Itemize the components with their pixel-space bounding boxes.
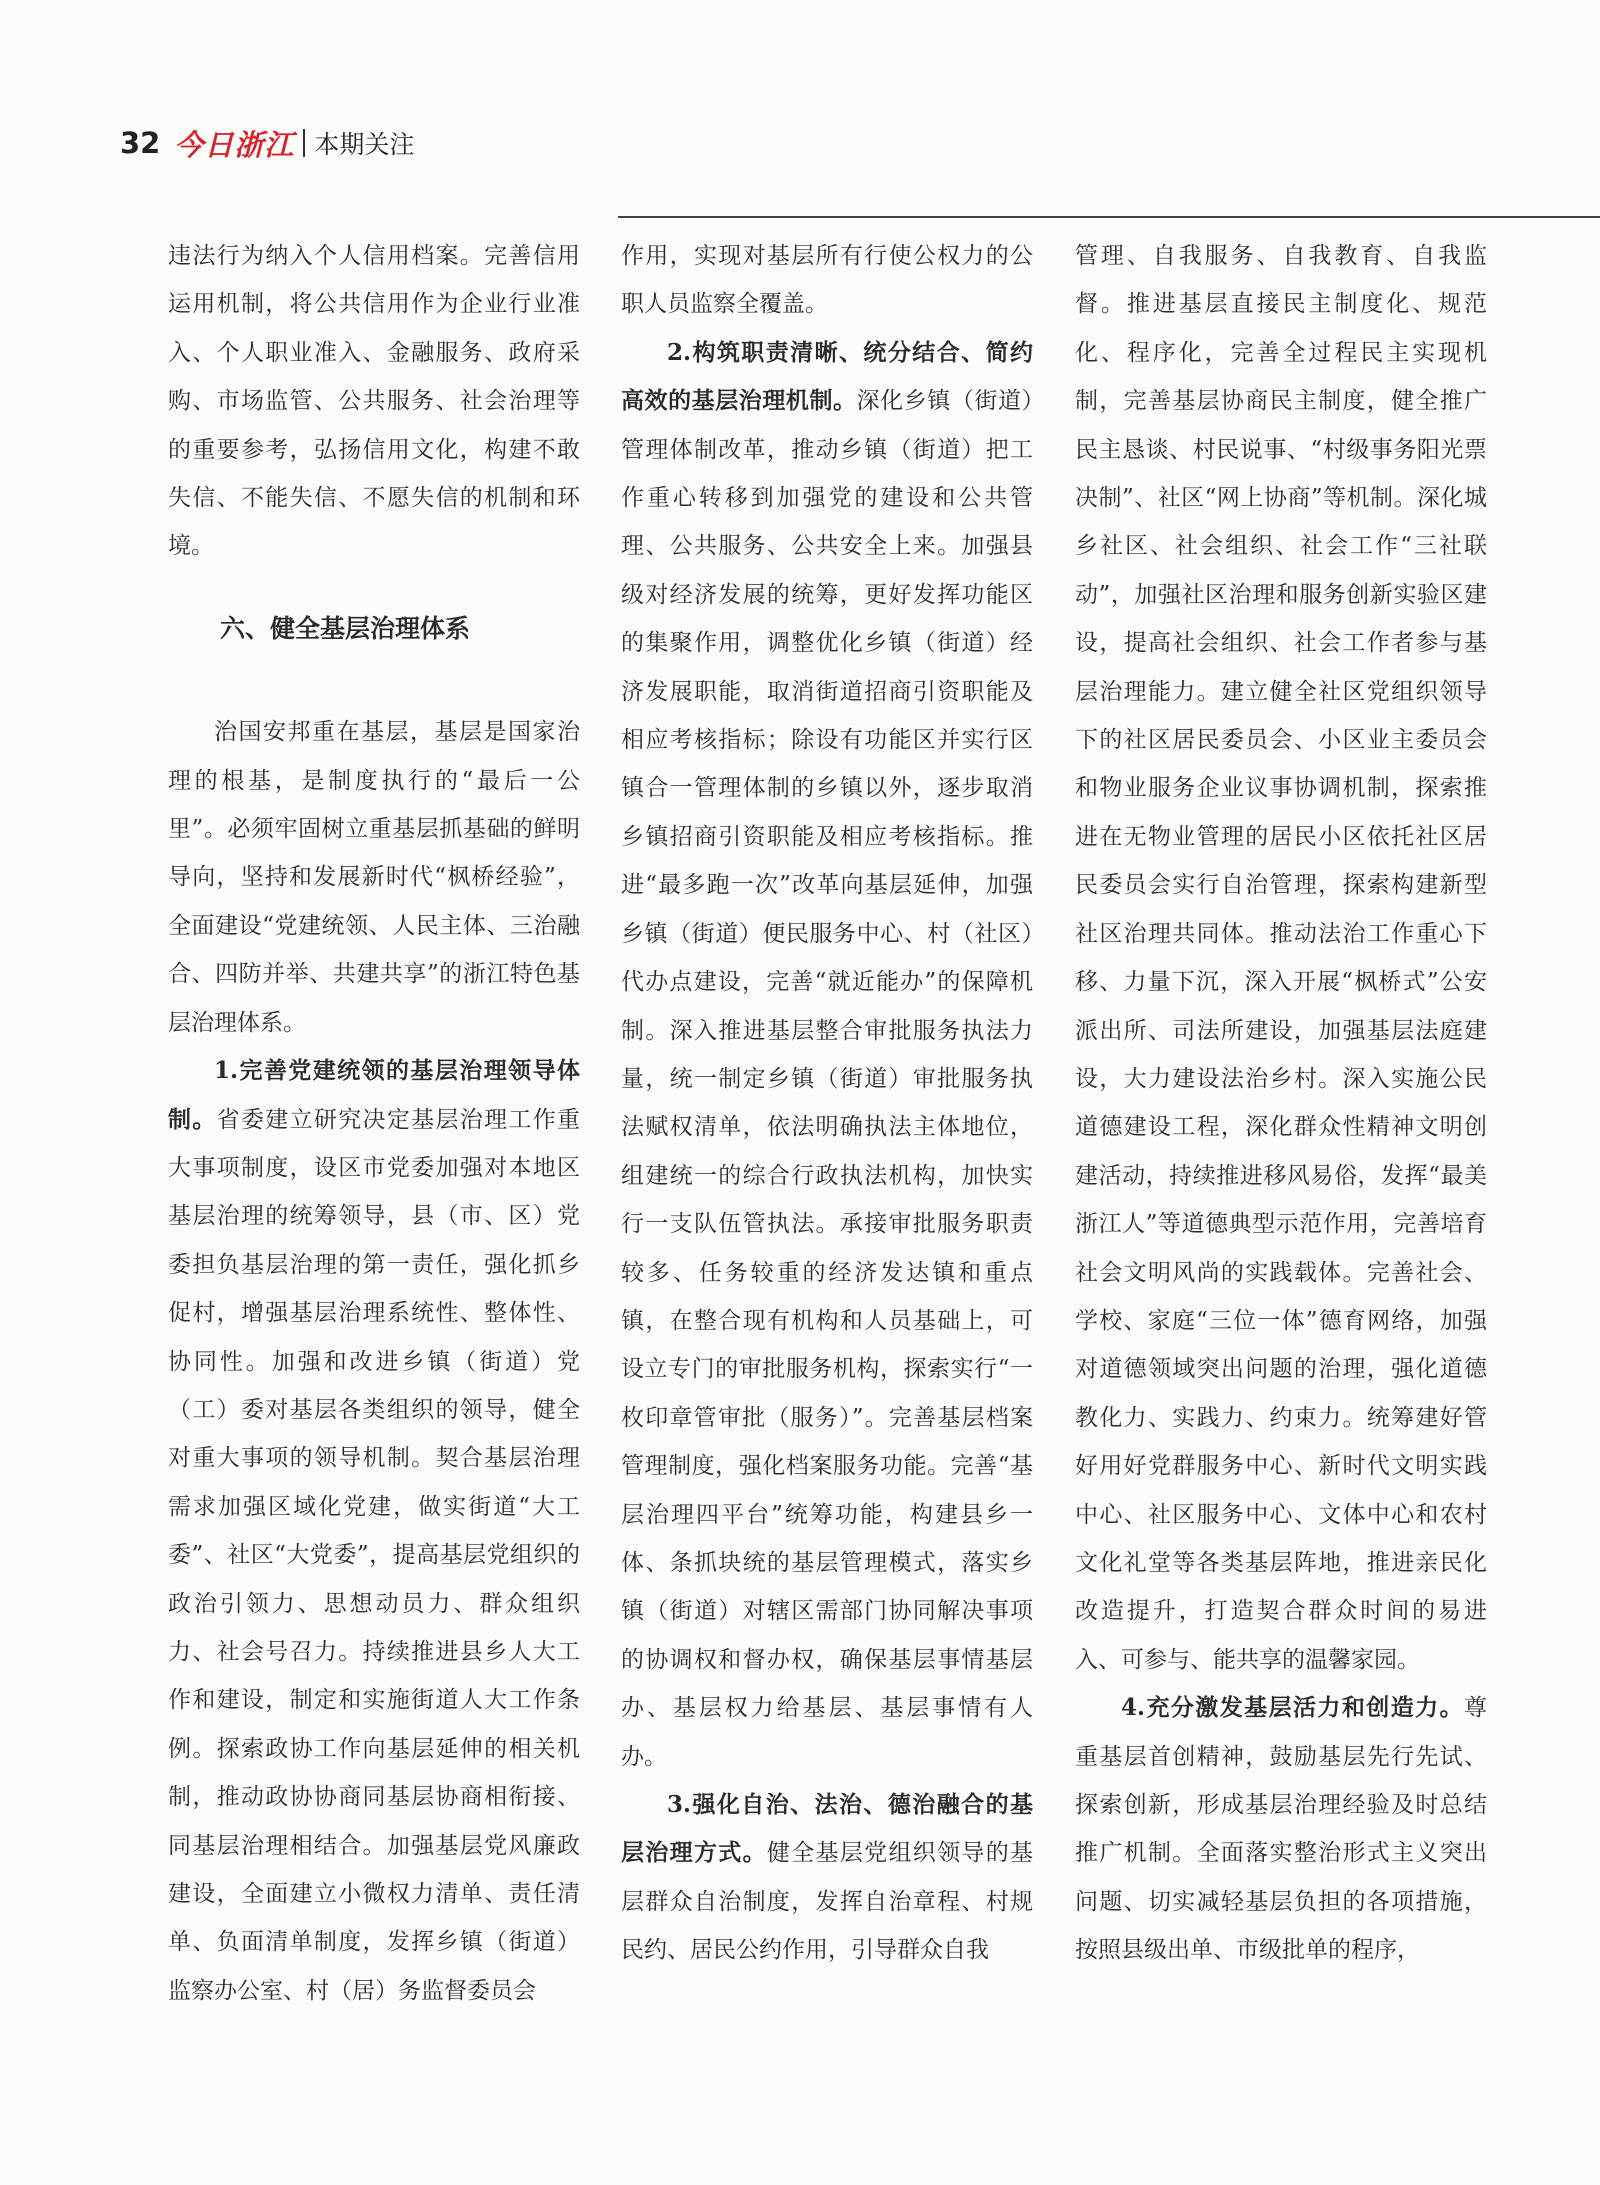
paragraph: 1.完善党建统领的基层治理领导体制。省委建立研究决定基层治理工作重大事项制度，设区市党委加强对本地区基层治理的统筹领导，县（市、区）党委担负基层治理的第一责任，强化抓乡促村，增强基层治理系统性、整体性、协同性。加强和改进乡镇（街道）党（工）委对基层各类组织的领导，健全对重大事项的领导机制。契合基层治理需求加强区域化党建，做实街道“大工委”、社区“大党委”，提高基层党组织的政治引领力、思想动员力、群众组织力、社会号召力。持续推进县乡人大工作和建设，制定和实施街道人大工作条例。探索政协工作向基层延伸的相关机制，推动政协协商同基层协商相衔接、同基层治理相结合。加强基层党风廉政建设，全面建立小微权力清单、责任清单、负面清单制度，发挥乡镇（街道）监察办公室、村（居）务监督委员会 [168,1057,580,2004]
section-label: 本期关注 [314,130,415,159]
paragraph: 治国安邦重在基层，基层是国家治理的根基，是制度执行的“最后一公里”。必须牢固树立重基层抓基础的鲜明导向，坚持和发展新时代“枫桥经验”，全面建设“党建统领、人民主体、三治融合、四防并举、共建共享”的浙江特色基层治理体系。 [168,719,580,1036]
header-rule [618,216,1600,218]
paragraph: 管理、自我服务、自我教育、自我监督。推进基层直接民主制度化、规范化、程序化，完善全过程民主实现机制，完善基层协商民主制度，健全推广民主恳谈、村民说事、“村级事务阳光票决制”、社区“网上协商”等机制。深化城乡社区、社会组织、社会工作“三社联动”，加强社区治理和服务创新实验区建设，提高社会组织、社会工作者参与基层治理能力。建立健全社区党组织领导下的社区居民委员会、小区业主委员会和物业服务企业议事协调机制，探索推进在无物业管理的居民小区依托社区居民委员会实行自治管理，探索构建新型社区治理共同体。推动法治工作重心下移、力量下沉，深入开展“枫桥式”公安派出所、司法所建设，加强基层法庭建设，大力建设法治乡村。深入实施公民道德建设工程，深化群众性精神文明创建活动，持续推进移风易俗，发挥“最美浙江人”等道德典型示范作用，完善培育社会文明风尚的实践载体。完善社会、学校、家庭“三位一体”德育网络，加强对道德领域突出问题的治理，强化道德教化力、实践力、约束力。统筹建好管好用好党群服务中心、新时代文明实践中心、社区服务中心、文体中心和农村文化礼堂等各类基层阵地，推进亲民化改造提升，打造契合群众时间的易进入、可参与、能共享的温馨家园。 [1075,243,1487,1673]
paragraph: 2.构筑职责清晰、统分结合、简约高效的基层治理机制。深化乡镇（街道）管理体制改革，推动乡镇（街道）把工作重心转移到加强党的建设和公共管理、公共服务、公共安全上来。加强县级对经济发展的统筹，更好发挥功能区的集聚作用，调整优化乡镇（街道）经济发展职能，取消街道招商引资职能及相应考核指标；除设有功能区并实行区镇合一管理体制的乡镇以外，逐步取消乡镇招商引资职能及相应考核指标。推进“最多跑一次”改革向基层延伸，加强乡镇（街道）便民服务中心、村（社区）代办点建设，完善“就近能办”的保障机制。深入推进基层整合审批服务执法力量，统一制定乡镇（街道）审批服务执法赋权清单，依法明确执法主体地位，组建统一的综合行政执法机构，加快实行一支队伍管执法。承接审批服务职责较多、任务较重的经济发达镇和重点镇，在整合现有机构和人员基础上，可设立专门的审批服务机构，探索实行“一枚印章管审批（服务）”。完善基层档案管理制度，强化档案服务功能。完善“基层治理四平台”统筹功能，构建县乡一体、条抓块统的基层管理模式，落实乡镇（街道）对辖区需部门协同解决事项的协调权和督办权，确保基层事情基层办、基层权力给基层、基层事情有人办。 [621,338,1034,1770]
paragraph: 3.强化自治、法治、德治融合的基层治理方式。健全基层党组织领导的基层群众自治制度，发挥自治章程、村规民约、居民公约作用，引导群众自我 [621,1791,1033,1964]
text-column-right [1075,232,1487,1975]
subsection-lead: 4.充分激发基层活力和创造力。 [1121,1694,1464,1722]
paragraph: 4.充分激发基层活力和创造力。尊重基层首创精神，鼓励基层先行先试、探索创新，形成基层治理经验及时总结推广机制。全面落实整治形式主义突出问题、切实减轻基层负担的各项措施，按照县级出单、市级批单的程序， [1075,1694,1487,1964]
paragraph: 作用，实现对基层所有行使公权力的公职人员监察全覆盖。 [621,243,1033,318]
header-divider [303,129,305,157]
paragraph: 违法行为纳入个人信用档案。完善信用运用机制，将公共信用作为企业行业准入、个人职业准入、金融服务、政府采购、市场监管、公共服务、社会治理等的重要参考，弘扬信用文化，构建不敢失信、不能失信、不愿失信的机制和环境。 [168,243,580,560]
masthead-logo: 今日浙江 [174,127,295,162]
subsection-lead: 3.强化自治、法治、德治融合的基层治理方式。 [621,1791,1033,1867]
section-heading: 六、健全基层治理体系 [220,613,471,643]
text-column-middle [621,232,1033,1975]
subsection-lead: 2.构筑职责清晰、统分结合、简约高效的基层治理机制。 [621,338,1033,415]
page-header [120,122,414,164]
subsection-lead: 1.完善党建统领的基层治理领导体制。 [168,1057,580,1133]
text-column-left [168,232,580,2015]
page-number: 32 [120,126,161,160]
